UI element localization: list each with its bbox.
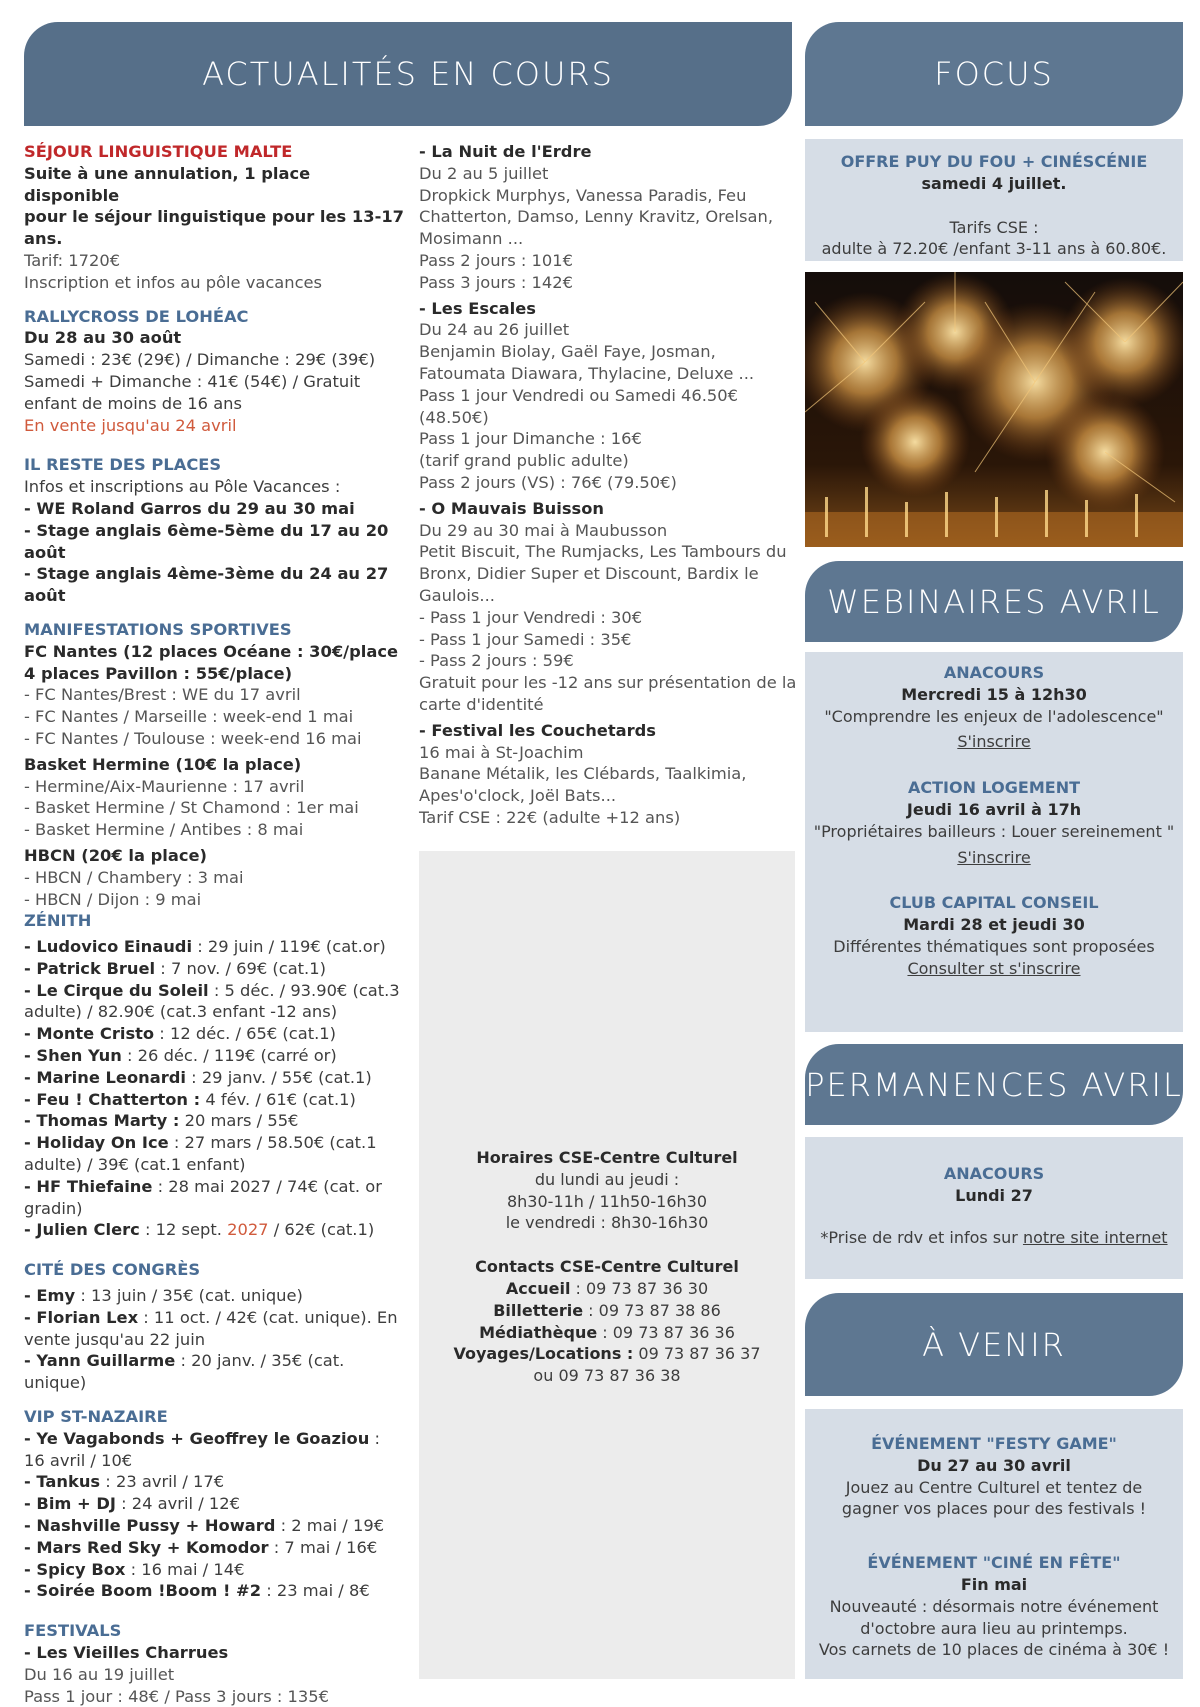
section-title: FESTIVALS bbox=[24, 1621, 122, 1641]
list-item: - HF Thiefaine : 28 mai 2027 / 74€ (cat. or gradin) bbox=[24, 1176, 382, 1218]
section-title: VIP ST-NAZAIRE bbox=[24, 1407, 168, 1427]
list-item: - FC Nantes / Toulouse : week-end 16 mai bbox=[24, 728, 362, 748]
text-line: En vente jusqu'au 24 avril bbox=[24, 415, 237, 435]
festival-couchetards bbox=[419, 720, 799, 829]
focus-date: samedi 4 juillet. bbox=[921, 173, 1067, 193]
contacts-title: Contacts CSE-Centre Culturel bbox=[475, 1257, 739, 1277]
webinaire-desc: "Propriétaires bailleurs : Louer sereinement " bbox=[813, 821, 1175, 841]
list-item: - Holiday On Ice : 27 mars / 58.50€ (cat.1 adulte) / 39€ (cat.1 enfant) bbox=[24, 1133, 377, 1175]
list-item: - Ludovico Einaudi : 29 juin / 119€ (cat.or) bbox=[24, 937, 386, 957]
webinaire-item bbox=[805, 777, 1183, 868]
list-item: - Basket Hermine / Antibes : 8 mai bbox=[24, 820, 304, 840]
text-line: Dropkick Murphys, Vanessa Paradis, Feu Chatterton, Damso, Lenny Kravitz, Orelsan, Mosimann ... bbox=[419, 185, 774, 249]
list-item: - Nashville Pussy + Howard : 2 mai / 19€ bbox=[24, 1516, 385, 1536]
text-line: - Pass 1 jour Samedi : 35€ bbox=[419, 629, 632, 649]
list-item: - Tankus : 23 avril / 17€ bbox=[24, 1472, 225, 1492]
contact-line: Voyages/Locations : 09 73 87 36 37 bbox=[453, 1344, 761, 1364]
text-line: enfant de moins de 16 ans bbox=[24, 393, 242, 413]
list-item: - Bim + DJ : 24 avril / 12€ bbox=[24, 1494, 240, 1514]
permanence-date: Lundi 27 bbox=[955, 1185, 1033, 1205]
section-rallycross bbox=[24, 306, 404, 437]
text-line: pour le séjour linguistique pour les 13-17 ans. bbox=[24, 207, 404, 249]
text-line: le vendredi : 8h30-16h30 bbox=[505, 1213, 709, 1233]
section-sport bbox=[24, 619, 404, 910]
festival-buisson bbox=[419, 498, 799, 716]
event-date: Fin mai bbox=[960, 1574, 1028, 1594]
event-item bbox=[805, 1552, 1183, 1661]
festival-name: - O Mauvais Buisson bbox=[419, 498, 604, 518]
list-item: - Spicy Box : 16 mai / 14€ bbox=[24, 1559, 245, 1579]
text-line: Benjamin Biolay, Gaël Faye, Josman, Fatoumata Diawara, Thylacine, Deluxe ... bbox=[419, 342, 755, 383]
text-line: Du 29 au 30 mai à Maubusson bbox=[419, 520, 668, 540]
webinaire-item bbox=[805, 662, 1183, 753]
contact-line: Médiathèque : 09 73 87 36 36 bbox=[479, 1322, 735, 1342]
text-line: Suite à une annulation, 1 place disponible bbox=[24, 163, 311, 205]
section-sejour bbox=[24, 141, 404, 294]
text-line: Pass 1 jour Dimanche : 16€ bbox=[419, 429, 642, 449]
text-line: 16 mai à St-Joachim bbox=[419, 742, 584, 762]
list-item: - Feu ! Chatterton : 4 fév. / 61€ (cat.1) bbox=[24, 1089, 356, 1109]
list-item: - Patrick Bruel : 7 nov. / 69€ (cat.1) bbox=[24, 958, 326, 978]
section-title: MANIFESTATIONS SPORTIVES bbox=[24, 619, 292, 639]
list-item: - WE Roland Garros du 29 au 30 mai bbox=[24, 498, 355, 518]
text-line: - Pass 2 jours : 59€ bbox=[419, 651, 574, 671]
list-item: - Julien Clerc : 12 sept. 2027 / 62€ (cat.1) bbox=[24, 1220, 375, 1240]
contact-line: Accueil : 09 73 87 36 30 bbox=[505, 1278, 709, 1298]
list-item: - HBCN / Chambery : 3 mai bbox=[24, 867, 244, 887]
list-item: - HBCN / Dijon : 9 mai bbox=[24, 889, 202, 909]
focus-title: OFFRE PUY DU FOU + CINÉSCÉNIE bbox=[840, 152, 1148, 171]
list-item: - Monte Cristo : 12 déc. / 65€ (cat.1) bbox=[24, 1024, 336, 1044]
event-date: Du 27 au 30 avril bbox=[917, 1455, 1071, 1475]
event-title: ÉVÉNEMENT "CINÉ EN FÊTE" bbox=[867, 1553, 1121, 1573]
column-left bbox=[24, 141, 404, 1707]
text-line: FC Nantes (12 places Océane : 30€/place bbox=[24, 641, 399, 661]
text-line: Pass 2 jours (VS) : 76€ (79.50€) bbox=[419, 472, 677, 492]
text-line: Petit Biscuit, The Rumjacks, Les Tambours du Bronx, Didier Super et Discount, Bardix le Gaulois... bbox=[419, 542, 787, 605]
list-item: - Shen Yun : 26 déc. / 119€ (carré or) bbox=[24, 1046, 337, 1066]
event-title: ÉVÉNEMENT "FESTY GAME" bbox=[871, 1434, 1117, 1453]
list-item: - Hermine/Aix-Maurienne : 17 avril bbox=[24, 776, 305, 796]
list-item: - Yann Guillarme : 20 janv. / 35€ (cat. unique) bbox=[24, 1351, 345, 1393]
text-line: Tarif: 1720€ bbox=[24, 250, 121, 270]
text-line: Pass 1 jour Vendredi ou Samedi 46.50€ (48.50€) bbox=[419, 385, 738, 427]
section-festivals bbox=[24, 1620, 404, 1707]
header-actualites: ACTUALITÉS EN COURS bbox=[24, 22, 792, 126]
list-item: - FC Nantes/Brest : WE du 17 avril bbox=[24, 685, 301, 705]
festival-name: - Les Escales bbox=[419, 298, 536, 318]
festival-escales bbox=[419, 298, 799, 494]
section-title: ZÉNITH bbox=[24, 911, 92, 931]
section-vip bbox=[24, 1406, 404, 1602]
text-line: - Pass 1 jour Vendredi : 30€ bbox=[419, 607, 643, 627]
webinaire-title: CLUB CAPITAL CONSEIL bbox=[889, 893, 1099, 913]
permanence-title: ANACOURS bbox=[943, 1164, 1045, 1183]
list-item: - FC Nantes / Marseille : week-end 1 mai bbox=[24, 707, 354, 727]
text-line: Samedi + Dimanche : 41€ (54€) / Gratuit bbox=[24, 371, 361, 391]
text-line: Samedi : 23€ (29€) / Dimanche : 29€ (39€) bbox=[24, 350, 376, 370]
header-a-venir: À VENIR bbox=[805, 1293, 1183, 1396]
text-line: Vos carnets de 10 places de cinéma à 30€ ! bbox=[818, 1640, 1170, 1660]
festival-erdre bbox=[419, 141, 799, 294]
contacts-info bbox=[419, 1147, 795, 1387]
text-line: 4 places Pavillon : 55€/place) bbox=[24, 663, 293, 683]
text-line: 8h30-11h / 11h50-16h30 bbox=[506, 1191, 707, 1211]
webinaire-desc: "Comprendre les enjeux de l'adolescence" bbox=[824, 706, 1164, 726]
fireworks-image bbox=[805, 272, 1183, 547]
text-line: Pass 3 jours : 142€ bbox=[419, 272, 573, 292]
section-title: CITÉ DES CONGRÈS bbox=[24, 1260, 201, 1280]
webinaire-title: ACTION LOGEMENT bbox=[908, 778, 1080, 798]
text-line: Du 24 au 26 juillet bbox=[419, 320, 570, 340]
horaires-title: Horaires CSE-Centre Culturel bbox=[476, 1148, 738, 1167]
text-line: Nouveauté : désormais notre événement bbox=[829, 1596, 1159, 1616]
text-line: Du 2 au 5 juillet bbox=[419, 163, 549, 183]
text-line: Tarif CSE : 22€ (adulte +12 ans) bbox=[419, 807, 681, 827]
text-line: Du 28 au 30 août bbox=[24, 328, 182, 348]
list-item: - Le Cirque du Soleil : 5 déc. / 93.90€ (cat.3 adulte) / 82.90€ (cat.3 enfant -12 ans) bbox=[24, 980, 400, 1022]
list-item: - Marine Leonardi : 29 janv. / 55€ (cat.1) bbox=[24, 1067, 372, 1087]
text-line: Tarifs CSE : bbox=[949, 217, 1039, 237]
text-line: Pass 1 jour : 48€ / Pass 3 jours : 135€ bbox=[24, 1686, 329, 1706]
webinaire-date: Jeudi 16 avril à 17h bbox=[906, 799, 1082, 819]
text-line: Basket Hermine (10€ la place) bbox=[24, 754, 302, 774]
a-venir-box bbox=[805, 1409, 1183, 1679]
text-line: Infos et inscriptions au Pôle Vacances : bbox=[24, 477, 341, 497]
list-item: - Emy : 13 juin / 35€ (cat. unique) bbox=[24, 1286, 303, 1306]
consult-link[interactable]: Consulter st s'inscrire bbox=[907, 958, 1081, 978]
text-line: d'octobre aura lieu au printemps. bbox=[860, 1618, 1128, 1638]
permanences-box bbox=[805, 1137, 1183, 1279]
list-item: - Soirée Boom !Boom ! #2 : 23 mai / 8€ bbox=[24, 1581, 370, 1601]
column-middle bbox=[419, 141, 799, 829]
focus-box bbox=[805, 139, 1183, 261]
text-line: HBCN (20€ la place) bbox=[24, 845, 207, 865]
permanence-note: *Prise de rdv et infos sur notre site internet bbox=[820, 1227, 1168, 1247]
text-line: adulte à 72.20€ /enfant 3-11 ans à 60.80€. bbox=[821, 239, 1167, 259]
text-line: du lundi au jeudi : bbox=[534, 1169, 680, 1189]
text-line: gagner vos places pour des festivals ! bbox=[841, 1499, 1147, 1519]
header-permanences: PERMANENCES AVRIL bbox=[805, 1044, 1183, 1125]
festival-name: - Les Vieilles Charrues bbox=[24, 1643, 229, 1662]
list-item: - Stage anglais 6ème-5ème du 17 au 20 août bbox=[24, 520, 389, 562]
section-zenith bbox=[24, 910, 404, 1241]
register-link[interactable]: S'inscrire bbox=[957, 847, 1031, 867]
contact-line: Billetterie : 09 73 87 38 86 bbox=[493, 1300, 721, 1320]
text-line: Inscription et infos au pôle vacances bbox=[24, 272, 323, 292]
webinaires-box bbox=[805, 652, 1183, 1032]
text-line: (tarif grand public adulte) bbox=[419, 451, 629, 471]
section-reste bbox=[24, 454, 404, 607]
section-title: RALLYCROSS DE LOHÉAC bbox=[24, 306, 249, 326]
webinaire-date: Mercredi 15 à 12h30 bbox=[901, 684, 1087, 704]
webinaire-date: Mardi 28 et jeudi 30 bbox=[903, 915, 1085, 935]
register-link[interactable]: S'inscrire bbox=[957, 732, 1031, 752]
section-congres bbox=[24, 1259, 404, 1394]
text-line: Du 16 au 19 juillet bbox=[24, 1664, 175, 1684]
header-focus: FOCUS bbox=[805, 22, 1183, 126]
site-link[interactable]: notre site internet bbox=[1022, 1227, 1168, 1247]
list-item: - Ye Vagabonds + Geoffrey le Goaziou : 16 avril / 10€ bbox=[24, 1428, 380, 1470]
webinaire-item bbox=[805, 892, 1183, 979]
list-item: - Basket Hermine / St Chamond : 1er mai bbox=[24, 798, 359, 818]
list-item: - Stage anglais 4ème-3ème du 24 au 27 août bbox=[24, 564, 389, 606]
text-line: Banane Métalik, les Clébards, Taalkimia, Apes'o'clock, Joël Bats... bbox=[419, 764, 747, 806]
header-webinaires: WEBINAIRES AVRIL bbox=[805, 561, 1183, 642]
section-title: IL RESTE DES PLACES bbox=[24, 455, 222, 475]
festival-name: - Festival les Couchetards bbox=[419, 720, 656, 740]
event-item bbox=[805, 1433, 1183, 1520]
text-line: Jouez au Centre Culturel et tentez de bbox=[845, 1477, 1143, 1497]
festival-name: - La Nuit de l'Erdre bbox=[419, 142, 592, 161]
list-item: - Mars Red Sky + Komodor : 7 mai / 16€ bbox=[24, 1537, 378, 1557]
contact-line: ou 09 73 87 36 38 bbox=[533, 1366, 681, 1386]
webinaire-desc: Différentes thématiques sont proposées bbox=[833, 936, 1155, 956]
text-line: Pass 2 jours : 101€ bbox=[419, 250, 573, 270]
list-item: - Florian Lex : 11 oct. / 42€ (cat. unique). En vente jusqu'au 22 juin bbox=[24, 1307, 398, 1349]
list-item: - Thomas Marty : 20 mars / 55€ bbox=[24, 1111, 299, 1131]
webinaire-title: ANACOURS bbox=[943, 663, 1045, 682]
section-title: SÉJOUR LINGUISTIQUE MALTE bbox=[24, 142, 293, 161]
text-line: Gratuit pour les -12 ans sur présentation de la carte d'identité bbox=[419, 673, 797, 714]
